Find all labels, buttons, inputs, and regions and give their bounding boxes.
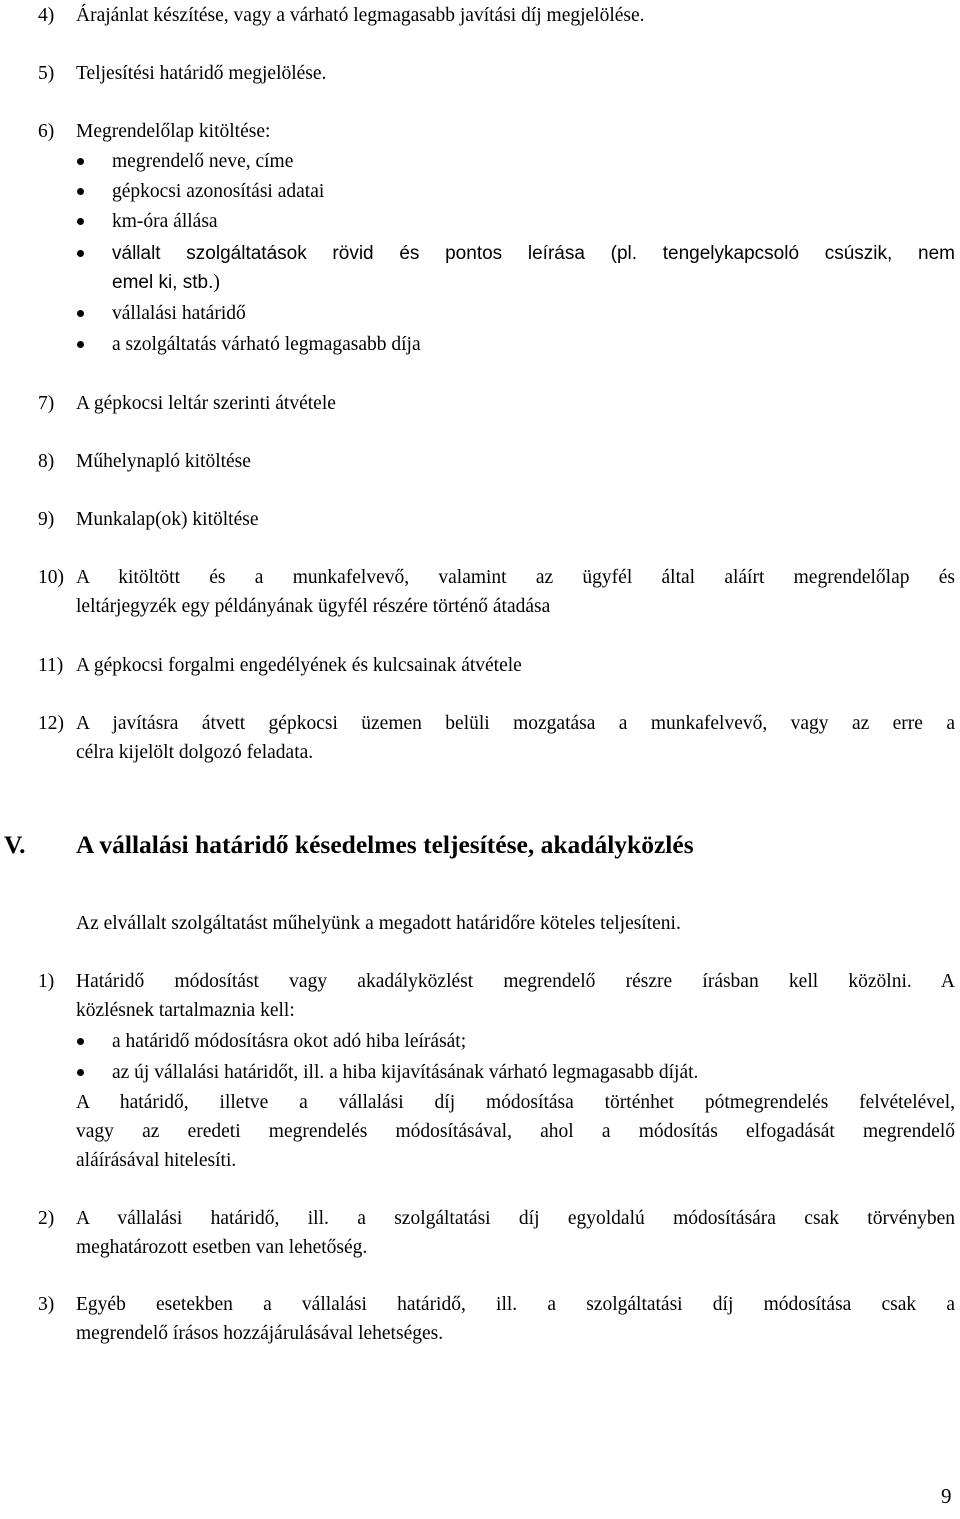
page-number: 9 xyxy=(941,1484,952,1508)
bullet-dot xyxy=(77,341,84,348)
section-item-1-number: 1) xyxy=(38,971,55,992)
item-12-line-1: A javításra átvett gépkocsi üzemen belüli mozgatása a munkafelvevő, vagy az erre a xyxy=(76,713,955,734)
section-item-3-line-1: Egyéb esetekben a vállalási határidő, ill. a szolgáltatási díj módosítása csak a xyxy=(76,1294,955,1315)
item-7-text: A gépkocsi leltár szerinti átvétele xyxy=(76,393,336,414)
section-item-2-line-2: meghatározott esetben van lehetőség. xyxy=(76,1237,368,1258)
section-item-3-number: 3) xyxy=(38,1294,55,1315)
item-12-line-2: célra kijelölt dolgozó feladata. xyxy=(76,742,314,763)
bullet-4-cont-text: emel ki, stb. xyxy=(112,272,214,293)
section-item-1-after-line-2: vagy az eredeti megrendelés módosításával, ahol a módosítás elfogadását megrendelő xyxy=(76,1121,955,1142)
section-intro: Az elvállalt szolgáltatást műhelyünk a megadott határidőre köteles teljesíteni. xyxy=(76,913,681,934)
item-9-text: Munkalap(ok) kitöltése xyxy=(76,509,259,530)
item-10-line-2: leltárjegyzék egy példányának ügyfél részére történő átadása xyxy=(76,596,551,617)
item-6-bullet-3: km-óra állása xyxy=(112,211,218,232)
item-6-bullet-2: gépkocsi azonosítási adatai xyxy=(112,181,325,202)
item-6-bullet-4-continuation xyxy=(112,273,220,293)
section-title: A vállalási határidő késedelmes teljesítése, akadályközlés xyxy=(76,830,694,859)
item-6-bullet-5: vállalási határidő xyxy=(112,303,246,324)
bullet-dot xyxy=(77,188,84,195)
section-item-2-line-1: A vállalási határidő, ill. a szolgáltatási díj egyoldalú módosítására csak törvényben xyxy=(76,1208,955,1229)
section-item-1-line-2: közlésnek tartalmaznia kell: xyxy=(76,1000,295,1021)
item-11-number: 11) xyxy=(38,655,64,676)
section-item-1-after-line-1: A határidő, illetve a vállalási díj módosítása történhet pótmegrendelés felvételével, xyxy=(76,1092,955,1113)
item-8-number: 8) xyxy=(38,451,55,472)
item-8-text: Műhelynapló kitöltése xyxy=(76,451,251,472)
section-item-1-bullet-2: az új vállalási határidőt, ill. a hiba kijavításának várható legmagasabb díját. xyxy=(112,1062,699,1083)
item-6-bullet-4: vállalt szolgáltatások rövid és pontos leírása (pl. tengelykapcsoló csúszik, nem xyxy=(112,243,955,264)
section-item-1-after-line-3: aláírásával hitelesíti. xyxy=(76,1150,237,1171)
item-11-text: A gépkocsi forgalmi engedélyének és kulcsainak átvétele xyxy=(76,655,522,676)
section-item-1-bullet-1: a határidő módosításra okot adó hiba leírását; xyxy=(112,1031,467,1052)
item-6-bullet-6: a szolgáltatás várható legmagasabb díja xyxy=(112,334,421,355)
item-12-number: 12) xyxy=(38,713,64,734)
item-4-number: 4) xyxy=(38,5,55,26)
section-item-2-number: 2) xyxy=(38,1208,55,1229)
item-5-text: Teljesítési határidő megjelölése. xyxy=(76,63,327,84)
item-9-number: 9) xyxy=(38,509,55,530)
bullet-dot xyxy=(77,310,84,317)
item-6-text: Megrendelőlap kitöltése: xyxy=(76,121,271,142)
item-10-line-1: A kitöltött és a munkafelvevő, valamint az ügyfél által aláírt megrendelőlap és xyxy=(76,567,955,588)
item-4-text: Árajánlat készítése, vagy a várható legmagasabb javítási díj megjelölése. xyxy=(76,5,645,26)
item-6-number: 6) xyxy=(38,121,55,142)
item-10-number: 10) xyxy=(38,567,64,588)
section-item-3-line-2: megrendelő írásos hozzájárulásával lehetséges. xyxy=(76,1323,444,1344)
bullet-dot xyxy=(77,218,84,225)
item-5-number: 5) xyxy=(38,63,55,84)
bullet-dot xyxy=(77,250,84,257)
item-6-bullet-1: megrendelő neve, címe xyxy=(112,151,294,172)
bullet-dot xyxy=(77,1069,84,1076)
section-item-1-line-1: Határidő módosítást vagy akadályközlést megrendelő részre írásban kell közölni. A xyxy=(76,971,955,992)
bullet-dot xyxy=(77,158,84,165)
bullet-4-cont-paren: ) xyxy=(213,272,220,293)
section-numeral: V. xyxy=(4,830,26,859)
bullet-dot xyxy=(77,1038,84,1045)
item-7-number: 7) xyxy=(38,393,55,414)
